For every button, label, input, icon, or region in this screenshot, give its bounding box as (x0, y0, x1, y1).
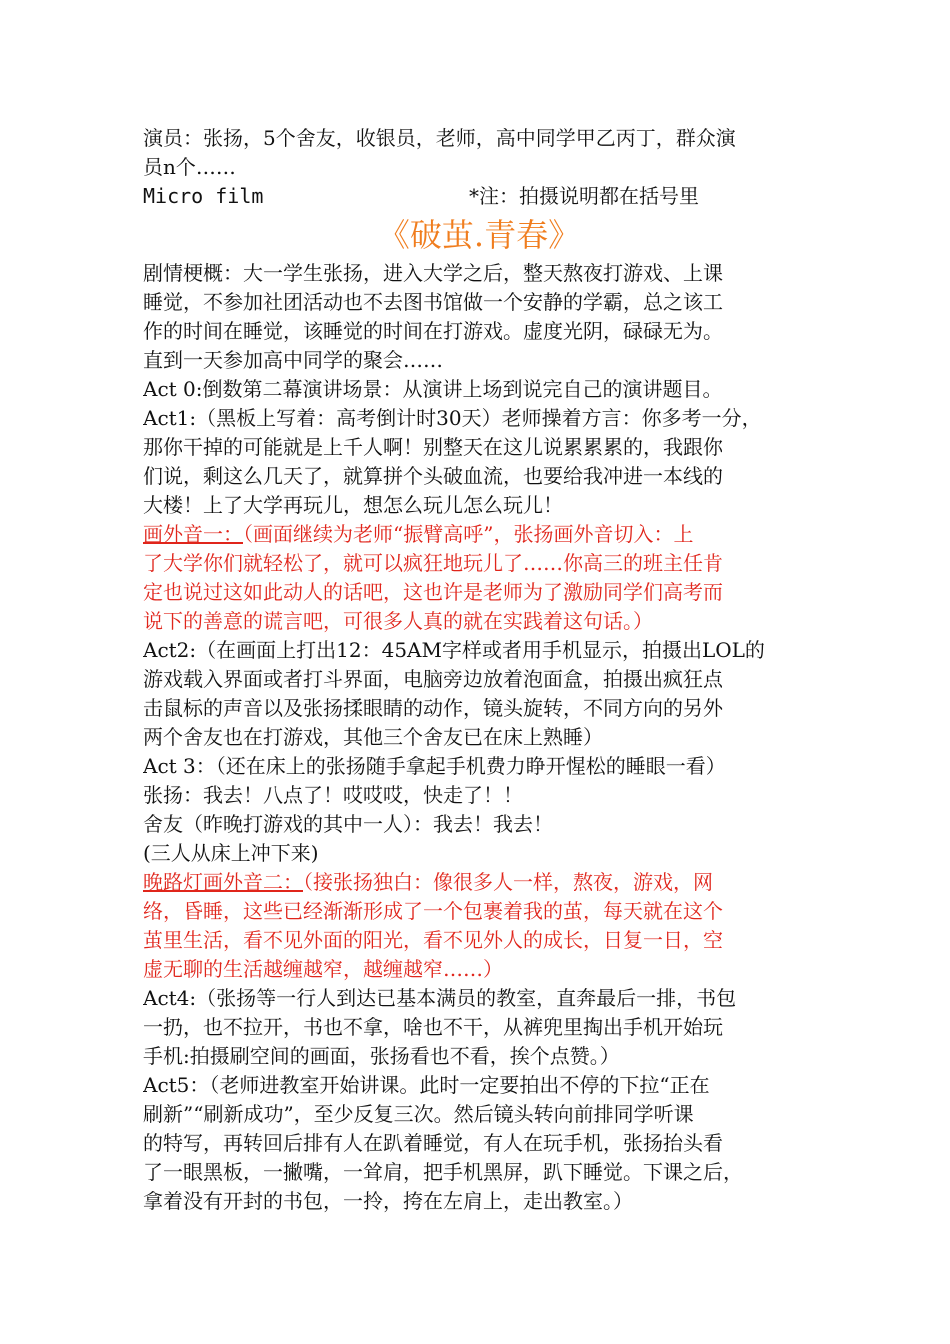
act1-line-4: 大楼！上了大学再玩儿，想怎么玩儿怎么玩儿！ (143, 493, 563, 517)
synopsis-line-3: 作的时间在睡觉，该睡觉的时间在打游戏。虚度光阴，碌碌无为。 (143, 319, 723, 343)
film-row (143, 182, 815, 211)
act1-line-1: Act1:（黑板上写着：高考倒计时30天）老师操着方言：你多考一分， (143, 406, 762, 430)
act2-line-4: 两个舍友也在打游戏，其他三个舍友已在床上熟睡） (143, 725, 603, 749)
stage-direction: (三人从床上冲下来) (143, 841, 319, 865)
act5-line-3: 的特写，再转回后排有人在趴着睡觉，有人在玩手机，张扬抬头看 (143, 1131, 723, 1155)
script-page (143, 124, 815, 1216)
voiceover2-line-1 (143, 868, 815, 897)
act5-line-1: Act5：（老师进教室开始讲课。此时一定要拍出不停的下拉“正在 (143, 1073, 710, 1097)
act5-line-4: 了一眼黑板，一撇嘴，一耸肩，把手机黑屏，趴下睡觉。下课之后， (143, 1160, 743, 1184)
film-note: *注：拍摄说明都在括号里 (469, 184, 699, 208)
act4-line-1: Act4:（张扬等一行人到达已基本满员的教室，直奔最后一排，书包 (143, 986, 737, 1010)
voiceover2-label: 晚路灯画外音二： (143, 870, 303, 894)
voiceover1-label: 画外音一： (143, 522, 243, 546)
act4-line-2: 一扔，也不拉开，书也不拿，啥也不干，从裤兜里掏出手机开始玩 (143, 1015, 723, 1039)
act3-line: Act 3：（还在床上的张扬随手拿起手机费力睁开惺松的睡眼一看） (143, 754, 726, 778)
voiceover2-text: （接张扬独白：像很多人一样，熬夜，游戏，网 (303, 870, 713, 894)
voiceover1-text: （画面继续为老师“振臂高呼”，张扬画外音切入：上 (243, 522, 694, 546)
synopsis-line-1: 剧情梗概：大一学生张扬，进入大学之后，整天熬夜打游戏、上课 (143, 261, 723, 285)
act4-line-3: 手机:拍摄刷空间的画面，张扬看也不看，挨个点赞。） (143, 1044, 620, 1068)
act2-line-1: Act2:（在画面上打出12：45AM字样或者用手机显示，拍摄出LOL的 (143, 638, 765, 662)
act1-line-2: 那你干掉的可能就是上千人啊！别整天在这儿说累累累的，我跟你 (143, 435, 723, 459)
act5-line-5: 拿着没有开封的书包，一拎，挎在左肩上，走出教室。） (143, 1189, 633, 1213)
cast-line-1: 演员：张扬，5个舍友，收银员，老师，高中同学甲乙丙丁，群众演 (143, 126, 736, 150)
act5-line-2: 刷新”“刷新成功”，至少反复三次。然后镜头转向前排同学听课 (143, 1102, 694, 1126)
dialog-line-2: 舍友（昨晚打游戏的其中一人）：我去！我去！ (143, 812, 553, 836)
page-title: 《破茧.青春》 (377, 216, 581, 254)
act0-line: Act 0:倒数第二幕演讲场景：从演讲上场到说完自己的演讲题目。 (143, 377, 723, 401)
dialog-line-1: 张扬：我去！八点了！哎哎哎，快走了！！ (143, 783, 523, 807)
voiceover1-line-4: 说下的善意的谎言吧，可很多人真的就在实践着这句话。） (143, 609, 653, 633)
cast-line-2: 员n个…… (143, 155, 236, 179)
film-label: Micro film (143, 184, 264, 208)
voiceover1-line-3: 定也说过这如此动人的话吧，这也许是老师为了激励同学们高考而 (143, 580, 723, 604)
synopsis-line-4: 直到一天参加高中同学的聚会…… (143, 348, 443, 372)
voiceover2-line-3: 茧里生活，看不见外面的阳光，看不见外人的成长，日复一日，空 (143, 928, 723, 952)
voiceover2-line-2: 络，昏睡，这些已经渐渐形成了一个包裹着我的茧，每天就在这个 (143, 899, 723, 923)
voiceover2-line-4: 虚无聊的生活越缠越窄，越缠越窄……） (143, 957, 503, 981)
voiceover1-line-1 (143, 520, 815, 549)
voiceover1-line-2: 了大学你们就轻松了，就可以疯狂地玩儿了……你高三的班主任肯 (143, 551, 723, 575)
act2-line-2: 游戏载入界面或者打斗界面，电脑旁边放着泡面盒，拍摄出疯狂点 (143, 667, 723, 691)
synopsis-line-2: 睡觉，不参加社团活动也不去图书馆做一个安静的学霸，总之该工 (143, 290, 723, 314)
act1-line-3: 们说，剩这么几天了，就算拼个头破血流，也要给我冲进一本线的 (143, 464, 723, 488)
act2-line-3: 击鼠标的声音以及张扬揉眼睛的动作，镜头旋转，不同方向的另外 (143, 696, 723, 720)
